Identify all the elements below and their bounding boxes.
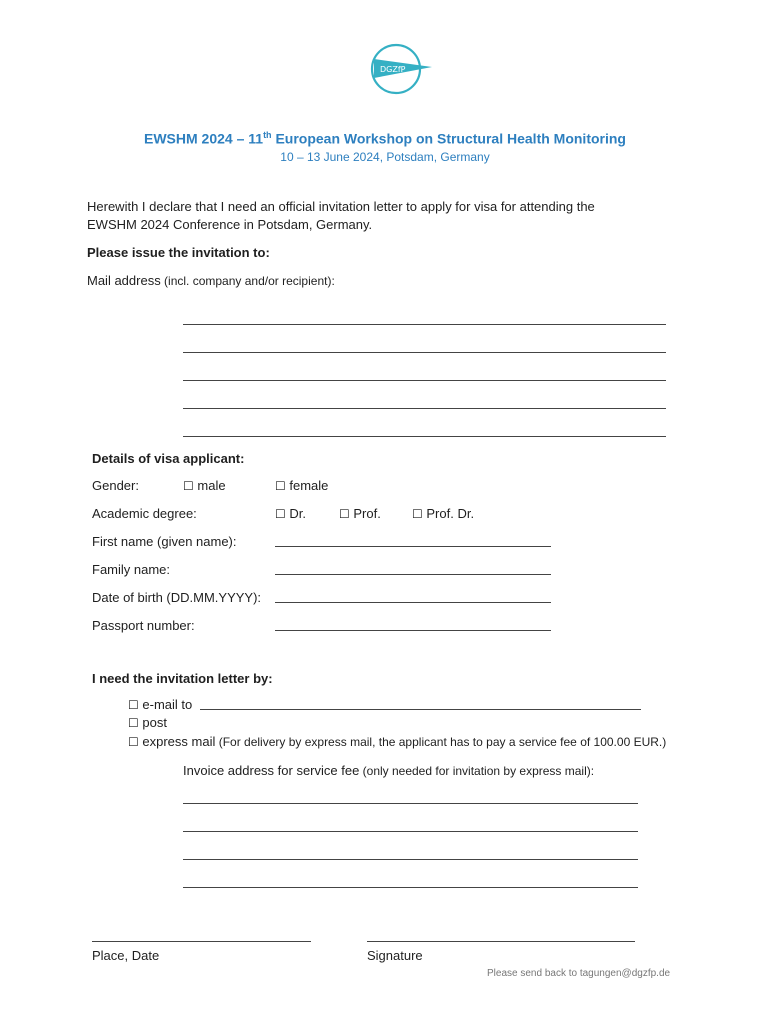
intro-line-1: Herewith I declare that I need an official invitation letter to apply for visa for attending the (87, 199, 595, 214)
invoice-hint: (only needed for invitation by express mail): (359, 764, 595, 778)
degree-prof-dr-label: Prof. Dr. (426, 506, 475, 521)
mail-address-line-5[interactable] (183, 436, 666, 437)
delivery-email-label: e-mail to (142, 697, 193, 712)
signature-label: Signature (367, 948, 423, 963)
dob-label: Date of birth (DD.MM.YYYY): (92, 590, 262, 605)
page-subtitle: 10 – 13 June 2024, Potsdam, Germany (280, 150, 490, 164)
degree-prof-label: Prof. (353, 506, 381, 521)
mail-address-line-1[interactable] (183, 324, 666, 325)
invoice-address-line-1[interactable] (183, 803, 638, 804)
checkbox-icon[interactable]: ☐ (128, 735, 139, 749)
checkbox-icon[interactable]: ☐ (128, 698, 139, 712)
dgzfp-logo (364, 42, 434, 96)
delivery-heading: I need the invitation letter by: (92, 671, 273, 686)
degree-dr-label: Dr. (289, 506, 307, 521)
delivery-post-label: post (142, 715, 167, 730)
applicant-heading: Details of visa applicant: (92, 451, 245, 466)
page-title (0, 130, 770, 147)
signature-field[interactable] (367, 941, 635, 942)
place-date-label: Place, Date (92, 948, 160, 963)
delivery-email-option[interactable] (128, 697, 192, 712)
mail-address-line-2[interactable] (183, 352, 666, 353)
first-name-field[interactable] (275, 546, 551, 547)
checkbox-icon[interactable]: ☐ (275, 507, 286, 521)
footer-note: Please send back to tagungen@dgzfp.de (487, 968, 671, 979)
email-address-field[interactable] (200, 709, 641, 710)
mail-hint: (incl. company and/or recipient): (160, 274, 335, 288)
invoice-label: Invoice address for service fee (183, 763, 360, 778)
mail-address-label (87, 273, 335, 288)
mail-address-line-4[interactable] (183, 408, 666, 409)
intro-line-2: EWSHM 2024 Conference in Potsdam, Germany. (87, 217, 373, 232)
gender-female-option[interactable] (275, 478, 328, 493)
mail-label: Mail address (87, 273, 161, 288)
first-name-label: First name (given name): (92, 534, 237, 549)
gender-label: Gender: (92, 478, 139, 493)
logo-text: DGZfP (380, 65, 406, 74)
degree-prof-dr-option[interactable] (412, 506, 474, 521)
issue-heading: Please issue the invitation to: (87, 245, 270, 260)
checkbox-icon[interactable]: ☐ (275, 479, 286, 493)
express-note: (For delivery by express mail, the applicant has to pay a service fee of 100.00 EUR.) (215, 735, 667, 749)
invoice-address-label (183, 763, 594, 778)
gender-male-option[interactable] (183, 478, 226, 493)
delivery-post-option[interactable] (128, 715, 167, 730)
degree-dr-option[interactable] (275, 506, 306, 521)
delivery-express-label: express mail (142, 734, 216, 749)
passport-label: Passport number: (92, 618, 195, 633)
checkbox-icon[interactable]: ☐ (128, 716, 139, 730)
invoice-address-line-3[interactable] (183, 859, 638, 860)
dob-field[interactable] (275, 602, 551, 603)
degree-label: Academic degree: (92, 506, 197, 521)
checkbox-icon[interactable]: ☐ (339, 507, 350, 521)
family-name-label: Family name: (92, 562, 171, 577)
invoice-address-line-4[interactable] (183, 887, 638, 888)
gender-male-label: male (197, 478, 226, 493)
checkbox-icon[interactable]: ☐ (412, 507, 423, 521)
mail-address-line-3[interactable] (183, 380, 666, 381)
delivery-express-option[interactable] (128, 734, 666, 749)
invoice-address-line-2[interactable] (183, 831, 638, 832)
place-date-field[interactable] (92, 941, 311, 942)
title-part1: EWSHM 2024 – 11 (144, 130, 264, 147)
degree-prof-option[interactable] (339, 506, 381, 521)
title-part2: European Workshop on Structural Health Monitoring (271, 130, 626, 147)
gender-female-label: female (289, 478, 329, 493)
checkbox-icon[interactable]: ☐ (183, 479, 194, 493)
passport-field[interactable] (275, 630, 551, 631)
family-name-field[interactable] (275, 574, 551, 575)
title-superscript: th (263, 130, 272, 140)
